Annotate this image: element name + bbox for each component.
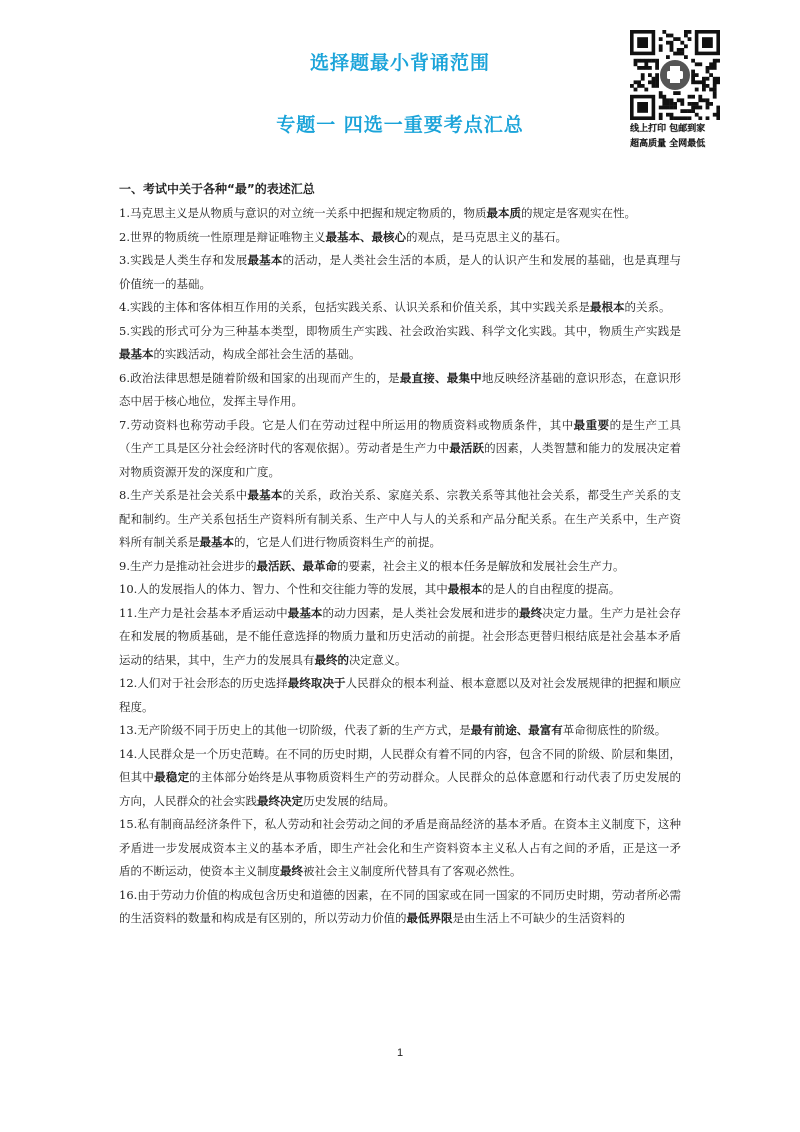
emphasis-text: 最根本 <box>589 300 625 314</box>
item-text: 13.无产阶级不同于历史上的其他一切阶级，代表了新的生产方式，是 <box>119 723 471 737</box>
list-item <box>119 226 681 250</box>
emphasis-text: 最重要 <box>573 417 610 432</box>
emphasis-text: 最基本、最核心 <box>325 229 406 244</box>
item-text: 11.生产力是社会基本矛盾运动中 <box>119 605 288 620</box>
emphasis-text: 最低界限 <box>406 911 453 925</box>
item-text: 5.实践的形式可分为三种基本类型，即物质生产实践、社会政治实践、科学文化实践。其中，物质生产实践是 <box>119 323 681 338</box>
item-text: 的是人的自由程度的提高。 <box>482 582 621 596</box>
item-text: 14.人民群众是一个历史范畴。在不同的历史时期，人民群众有着不同的内容，包含不同的阶级、阶层和集团，但其中 <box>119 746 681 784</box>
item-text: 15.私有制商品经济条件下，私人劳动和社会劳动之间的矛盾是商品经济的基本矛盾。在资本主义制度下，这种矛盾进一步发展成资本主义的基本矛盾，即生产社会化和生产资料资本主义私人占有之间的矛盾，正是这一矛盾的不断运动，使资本主义制度 <box>119 817 681 878</box>
list-item <box>119 367 681 414</box>
item-text: 的主体部分始终是从事物质资料生产的劳动群众。人民群众的总体意愿和行动代表了历史发展的方向，人民群众的社会实践 <box>119 770 681 808</box>
topic-subtitle: 专题一 四选一重要考点汇总 <box>276 114 524 136</box>
list-item <box>119 743 681 814</box>
emphasis-text: 最终取决于 <box>287 676 346 690</box>
item-text: 是由生活上不可缺少的生活资料的 <box>452 911 625 925</box>
list-item <box>119 202 681 226</box>
item-text: 决定意义。 <box>349 652 407 667</box>
item-text: 的要素，社会主义的根本任务是解放和发展社会生产力。 <box>336 558 625 573</box>
emphasis-text: 最基本 <box>119 347 154 361</box>
document-body <box>119 178 681 931</box>
list-item <box>119 320 681 367</box>
emphasis-text: 最终决定 <box>257 793 303 808</box>
item-text: 的规定是客观实在性。 <box>520 206 636 220</box>
item-text: 地反映经济基础的意识形态，在意识形态中居于核心地位，发挥主导作用。 <box>119 370 681 408</box>
emphasis-text: 最终 <box>280 864 303 878</box>
emphasis-text: 最基本 <box>247 253 283 267</box>
item-text: 决定力量。生产力是社会存在和发展的物质基础，是不能任意选择的物质力量和历史活动的前提。社会形态更替归根结底是社会基本矛盾运动的结果，其中，生产力的发展具有 <box>119 605 682 667</box>
item-text: 1.马克思主义是从物质与意识的对立统一关系中把握和规定物质的，物质 <box>119 206 487 220</box>
list-item <box>119 484 681 555</box>
emphasis-text: 最终 <box>519 605 543 620</box>
emphasis-text: 最基本 <box>199 535 234 549</box>
item-text: 4.实践的主体和客体相互作用的关系，包括实践关系、认识关系和价值关系，其中实践关系是 <box>119 300 590 314</box>
emphasis-text: 最基本 <box>247 488 283 502</box>
item-text: 6.政治法律思想是随着阶级和国家的出现而产生的，是 <box>119 370 400 385</box>
item-text: 的是生产工具（生产工具是区分社会经济时代的客观依据）。劳动者是生产力中 <box>119 417 682 455</box>
item-text: 3.实践是人类生存和发展 <box>119 253 248 267</box>
item-text: 的活动，是人类社会生活的本质，是人的认识产生和发展的基础，也是真理与价值统一的基础。 <box>119 253 681 291</box>
emphasis-text: 最终的 <box>314 652 349 667</box>
item-text: 10.人的发展指人的体力、智力、个性和交往能力等的发展，其中 <box>119 582 448 596</box>
qr-caption-line2: 超高质量 全网最低 <box>630 139 706 149</box>
page-number: 1 <box>396 1047 404 1059</box>
list-item <box>119 813 681 884</box>
item-text: 革命彻底性的阶级。 <box>562 723 667 737</box>
list-item <box>119 249 681 296</box>
list-item <box>119 719 681 743</box>
emphasis-text: 最稳定 <box>154 770 190 784</box>
item-text: 的关系。 <box>624 300 671 314</box>
item-text: 16.由于劳动力价值的构成包含历史和道德的因素，在不同的国家或在同一国家的不同历史时期，劳动者所必需的生活资料的数量和构成是有区别的，所以劳动力价值的 <box>119 887 681 925</box>
item-text: 的，它是人们进行物质资料生产的前提。 <box>234 535 441 549</box>
item-text: 12.人们对于社会形态的历史选择 <box>119 676 288 690</box>
item-text: 9.生产力是推动社会进步的 <box>119 558 257 573</box>
emphasis-text: 最本质 <box>486 206 521 220</box>
document-title: 选择题最小背诵范围 <box>309 52 490 74</box>
item-text: 历史发展的结局。 <box>303 793 395 808</box>
qr-caption-line1: 线上打印 包邮到家 <box>630 124 706 134</box>
item-text: 被社会主义制度所代替具有了客观必然性。 <box>303 864 522 878</box>
item-text: 的实践活动，构成全部社会生活的基础。 <box>153 347 361 361</box>
list-item <box>119 602 681 673</box>
emphasis-text: 最有前途、最富有 <box>470 723 563 737</box>
section-heading: 一、考试中关于各种“最”的表述汇总 <box>119 182 315 196</box>
item-text: 的因素，人类智慧和能力的发展决定着对物质资源开发的深度和广度。 <box>119 441 682 479</box>
item-text: 的观点，是马克思主义的基石。 <box>405 229 567 244</box>
item-text: 2.世界的物质统一性原理是辩证唯物主义 <box>119 229 326 244</box>
qr-code-icon[interactable] <box>630 30 720 120</box>
list-item <box>119 296 681 320</box>
emphasis-text: 最直接、最集中 <box>399 370 482 385</box>
list-item <box>119 884 681 931</box>
list-item <box>119 414 681 485</box>
item-text: 的关系，政治关系、家庭关系、宗教关系等其他社会关系，都受生产关系的支配和制约。生产关系包括生产资料所有制关系、生产中人与人的关系和产品分配关系。在生产关系中，生产资料所有制关系是 <box>119 488 681 549</box>
item-text: 人民群众的根本利益、根本意愿以及对社会发展规律的把握和顺应程度。 <box>119 676 681 714</box>
item-list <box>119 202 681 931</box>
item-text: 7.劳动资料也称劳动手段。它是人们在劳动过程中所运用的物质资料或物质条件，其中 <box>119 417 574 432</box>
emphasis-text: 最基本 <box>287 605 323 620</box>
item-text: 8.生产关系是社会关系中 <box>119 488 248 502</box>
emphasis-text: 最根本 <box>447 582 483 596</box>
item-text: 的动力因素，是人类社会发展和进步的 <box>322 605 520 620</box>
qr-code-block[interactable] <box>630 30 720 150</box>
emphasis-text: 最活跃、最革命 <box>256 558 337 573</box>
list-item <box>119 672 681 719</box>
list-item <box>119 555 681 579</box>
list-item <box>119 578 681 602</box>
emphasis-text: 最活跃 <box>449 441 485 455</box>
